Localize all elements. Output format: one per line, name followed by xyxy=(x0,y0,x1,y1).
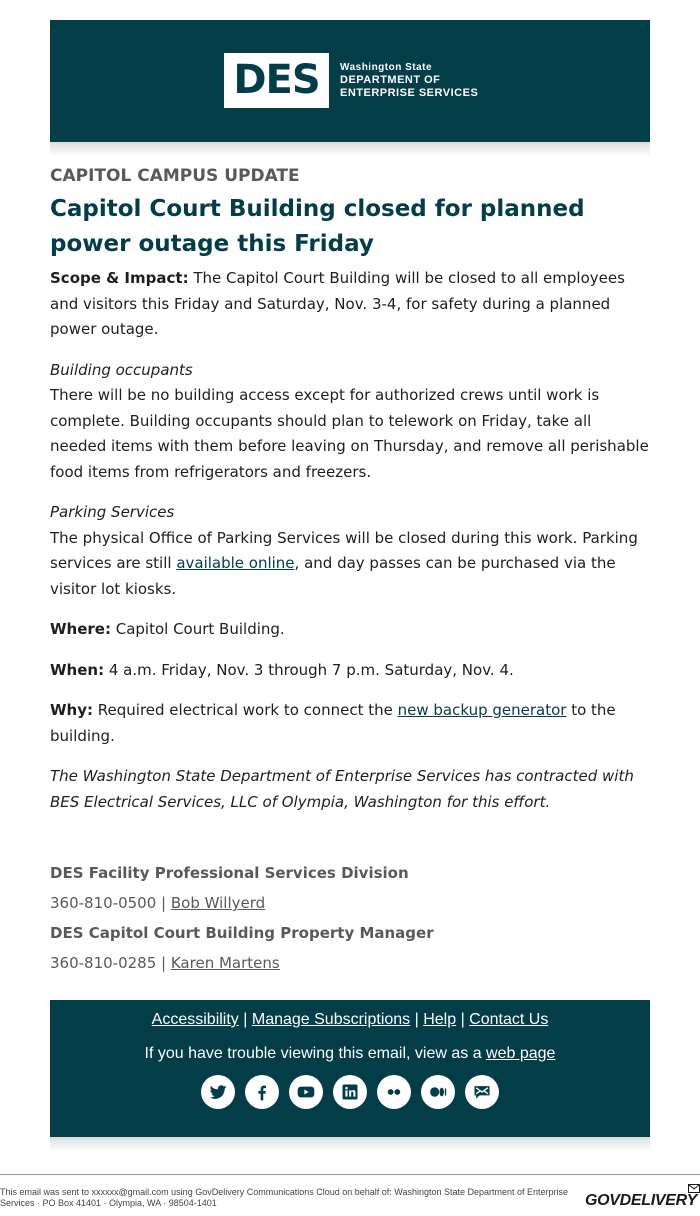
govdelivery-logo[interactable]: GOVDELIVERY xyxy=(585,1192,697,1209)
trouble-viewing-text xyxy=(50,1044,650,1064)
why-text-before: Required electrical work to connect the xyxy=(93,701,398,719)
trouble-text: If you have trouble viewing this email, view as a xyxy=(144,1045,487,1062)
why-paragraph xyxy=(50,698,650,749)
where-label: Where: xyxy=(50,620,111,638)
article-body xyxy=(50,160,650,830)
contact-phone: 360-810-0285 xyxy=(50,954,157,972)
new-backup-generator-link[interactable]: new backup generator xyxy=(397,701,567,719)
contacts-block xyxy=(50,858,650,978)
parking-heading: Parking Services xyxy=(50,503,175,521)
footer-shadow xyxy=(50,1137,650,1151)
when-text: 4 a.m. Friday, Nov. 3 through 7 p.m. Saturday, Nov. 4. xyxy=(104,660,514,679)
why-label: Why: xyxy=(50,701,94,719)
web-page-link[interactable]: web page xyxy=(486,1045,556,1062)
govdelivery-envelope-icon xyxy=(688,1184,700,1194)
scope-paragraph xyxy=(50,266,650,343)
help-link[interactable]: Help xyxy=(423,1011,457,1028)
occupants-heading: Building occupants xyxy=(50,360,193,379)
where-text: Capitol Court Building. xyxy=(110,620,285,638)
where-paragraph xyxy=(50,617,650,643)
parking-text xyxy=(50,526,650,603)
des-logo-wordmark xyxy=(340,61,478,100)
parking-section xyxy=(50,500,650,602)
contact-org-name: DES Facility Professional Services Division xyxy=(50,864,409,882)
footer-link-separator: | xyxy=(238,1011,252,1028)
footer-link-separator: | xyxy=(410,1011,424,1028)
contract-note: The Washington State Department of Enterprise Services has contracted with BES Electrical Services, LLC of Olympia, Washington for this effort. xyxy=(50,767,634,811)
scope-text: The Capitol Court Building will be closed to all employees and visitors this Friday and Saturday, Nov. 3-4, for safety during a planned power outage. xyxy=(50,269,625,338)
logo-state-line: Washington State xyxy=(340,62,433,73)
eyebrow-label: CAPITOL CAMPUS UPDATE xyxy=(50,166,300,186)
linkedin-icon[interactable] xyxy=(333,1075,367,1109)
bottom-divider xyxy=(0,1174,700,1175)
occupants-text: There will be no building access except for authorized crews until work is complete. Building occupants should plan to telework on Friday, take all needed items with them before leaving on Thursday, and remove all perishable food items from refrigerators and freezers. xyxy=(50,386,649,481)
footer-link-separator: | xyxy=(456,1011,470,1028)
des-logo: DES xyxy=(224,53,329,108)
contact-name-link-karen-martens[interactable]: Karen Martens xyxy=(170,954,280,972)
occupants-section xyxy=(50,358,650,486)
parking-text-after: , and day passes can be purchased via the visitor lot kiosks. xyxy=(50,554,616,598)
article-title: Capitol Court Building closed for planned power outage this Friday xyxy=(50,196,585,257)
email-footer xyxy=(50,1000,650,1137)
youtube-icon[interactable] xyxy=(289,1075,323,1109)
logo-dept-line: DEPARTMENT OF xyxy=(340,74,441,86)
social-icons-row xyxy=(201,1075,501,1109)
email-icon[interactable] xyxy=(465,1075,499,1109)
parking-text-before: The physical Office of Parking Services will be closed during this work. Parking services are still xyxy=(50,528,638,572)
accessibility-link[interactable]: Accessibility xyxy=(151,1011,239,1028)
available-online-link[interactable]: available online xyxy=(176,554,295,572)
facebook-icon[interactable] xyxy=(245,1075,279,1109)
contact-org-name: DES Capitol Court Building Property Manager xyxy=(50,924,434,942)
medium-icon[interactable] xyxy=(421,1075,455,1109)
delivery-disclaimer: This email was sent to xxxxxx@gmail.com using GovDelivery Communications Cloud on behalf of: Washington State Department of Enterprise Services · PO Box 41401 · Olympia, WA · 98504-1401 xyxy=(0,1187,569,1208)
scope-label: Scope & Impact: xyxy=(50,269,189,287)
contact-name-link-bob-willyerd[interactable]: Bob Willyerd xyxy=(170,894,266,912)
twitter-icon[interactable] xyxy=(201,1075,235,1109)
contact-separator: | xyxy=(156,894,171,912)
contact-separator: | xyxy=(156,954,171,972)
contact-us-link[interactable]: Contact Us xyxy=(469,1011,549,1028)
contact-org xyxy=(50,858,650,888)
contact-line xyxy=(50,948,650,978)
why-text-after: to the building. xyxy=(50,701,616,745)
contact-phone: 360-810-0500 xyxy=(50,894,157,912)
footer-links xyxy=(50,1010,650,1030)
header-shadow xyxy=(50,142,650,156)
contact-org xyxy=(50,918,650,948)
when-paragraph xyxy=(50,658,650,684)
flickr-icon[interactable] xyxy=(377,1075,411,1109)
email-header-banner xyxy=(50,20,650,142)
when-label: When: xyxy=(50,660,105,679)
contact-line xyxy=(50,888,650,918)
manage-subscriptions-link[interactable]: Manage Subscriptions xyxy=(251,1011,411,1028)
logo-services-line: ENTERPRISE SERVICES xyxy=(340,87,479,99)
